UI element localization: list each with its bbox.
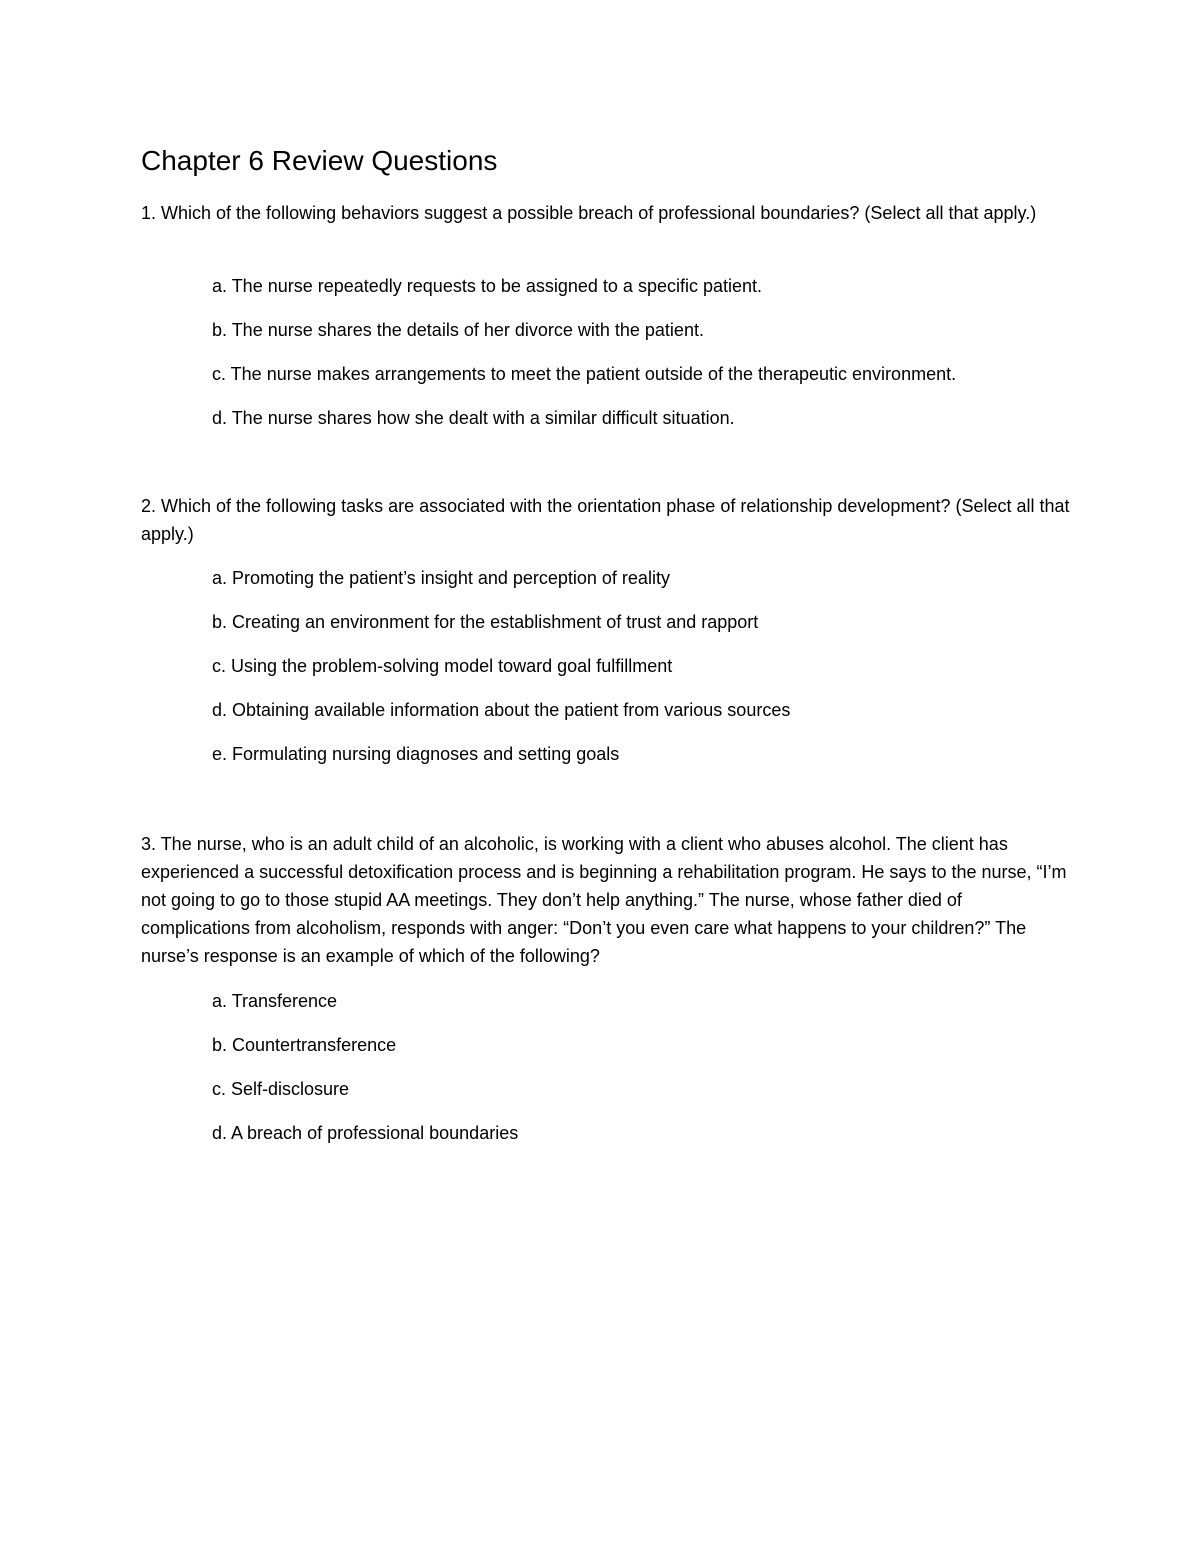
question-2-option-d: d. Obtaining available information about the patient from various sources: [212, 700, 791, 720]
question-2-option-c: c. Using the problem-solving model toward goal fulfillment: [212, 656, 673, 676]
question-2-stem: 2. Which of the following tasks are associated with the orientation phase of relationship development? (Select all that apply.): [141, 496, 1070, 544]
question-2-options: [212, 564, 1112, 784]
question-2-option-e: e. Formulating nursing diagnoses and setting goals: [212, 744, 620, 764]
question-3-option-d: d. A breach of professional boundaries: [212, 1123, 519, 1143]
question-1-option-d: d. The nurse shares how she dealt with a similar difficult situation.: [212, 408, 735, 428]
question-3-options: [212, 987, 1112, 1163]
question-3-stem: 3. The nurse, who is an adult child of an alcoholic, is working with a client who abuses alcohol. The client has experienced a successful detoxification process and is beginning a rehabilitation program. He says to the nurse, “I’m not going to go to those stupid AA meetings. They don’t help anything.” The nurse, whose father died of complications from alcoholism, responds with anger: “Don’t you even care what happens to your children?” The nurse’s response is an example of which of the following?: [141, 834, 1067, 966]
question-3-option-c: c. Self-disclosure: [212, 1079, 350, 1099]
question-2-option-a: a. Promoting the patient’s insight and perception of reality: [212, 568, 670, 588]
question-1-option-b: b. The nurse shares the details of her divorce with the patient.: [212, 320, 704, 340]
question-1-stem: 1. Which of the following behaviors suggest a possible breach of professional boundaries? (Select all that apply.): [141, 203, 1037, 223]
question-1-options: [212, 272, 1112, 448]
question-3-option-a: a. Transference: [212, 991, 338, 1011]
question-1-option-a: a. The nurse repeatedly requests to be assigned to a specific patient.: [212, 276, 763, 296]
question-3-option-b: b. Countertransference: [212, 1035, 397, 1055]
question-2-option-b: b. Creating an environment for the establishment of trust and rapport: [212, 612, 759, 632]
page-title: Chapter 6 Review Questions: [141, 145, 498, 176]
question-1-option-c: c. The nurse makes arrangements to meet the patient outside of the therapeutic environment.: [212, 364, 957, 384]
